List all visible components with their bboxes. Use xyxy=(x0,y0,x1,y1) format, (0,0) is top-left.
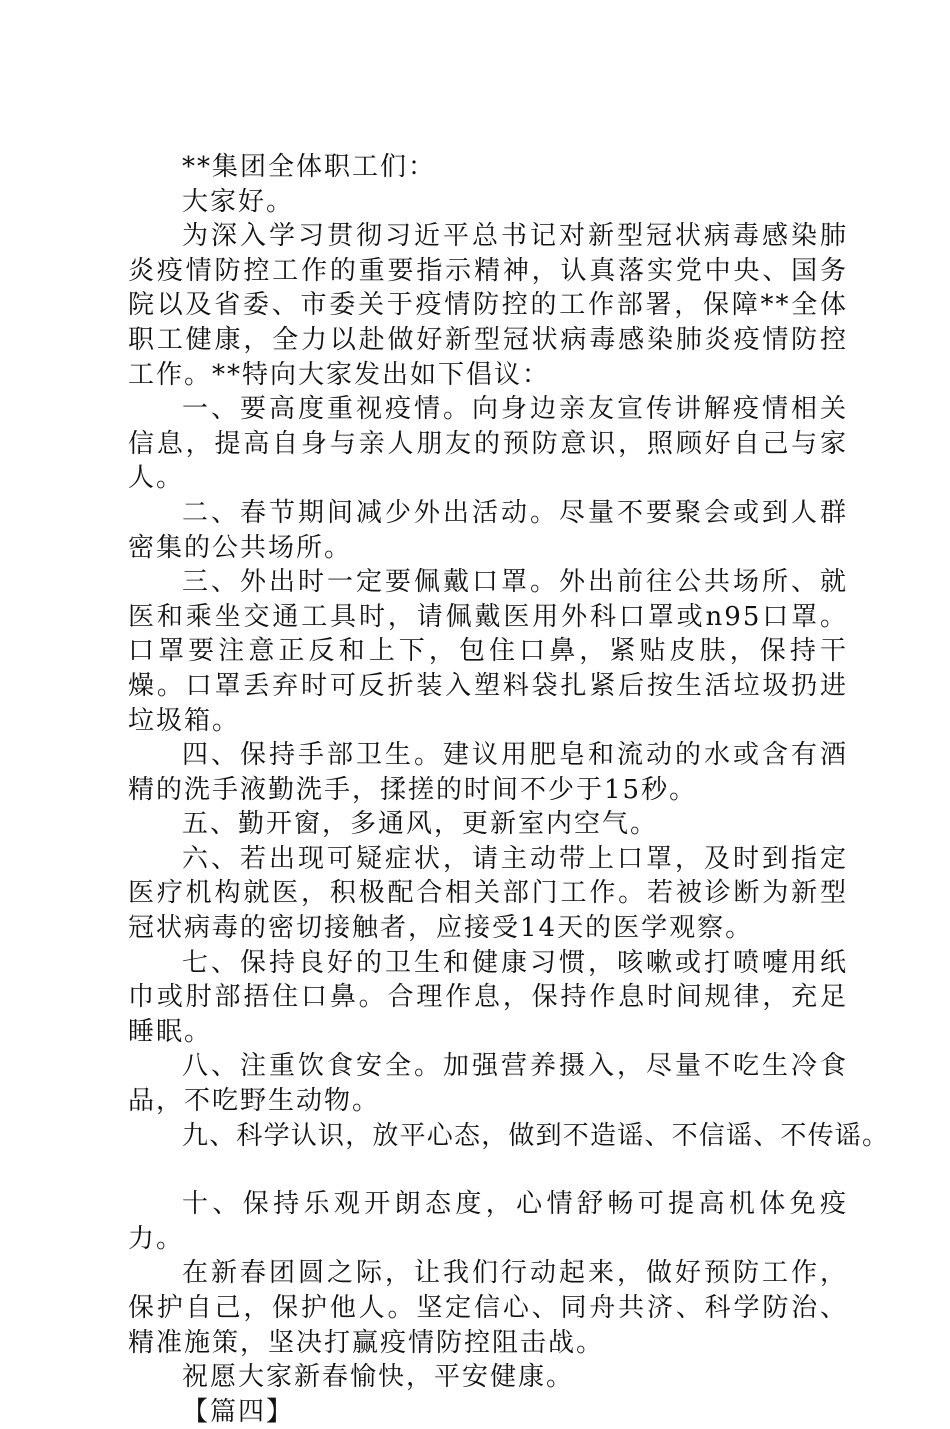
proposal-item-5: 五、勤开窗，多通风，更新室内空气。 xyxy=(182,809,659,840)
proposal-item-4: 四、保持手部卫生。建议用肥皂和流动的水或含有酒精的洗手液勤洗手，揉搓的时间不少于15秒。 xyxy=(128,740,848,805)
proposal-item-3: 三、外出时一定要佩戴口罩。外出前往公共场所、就医和乘坐交通工具时，请佩戴医用外科口罩或n95口罩。口罩要注意正反和上下，包住口鼻，紧贴皮肤，保持干燥。口罩丢弃时可反折装入塑料袋扎紧后按生活垃圾扔进垃圾箱。 xyxy=(128,567,848,736)
proposal-item-8: 八、注重饮食安全。加强营养摄入，尽量不吃生冷食品，不吃野生动物。 xyxy=(128,1051,848,1117)
document-body xyxy=(128,150,890,1429)
proposal-item-1: 一、要高度重视疫情。向身边亲友宣传讲解疫情相关信息，提高自身与亲人朋友的预防意识，照顾好自己与家人。 xyxy=(128,394,848,494)
proposal-item-10: 十、保持乐观开朗态度，心情舒畅可提高机体免疫力。 xyxy=(128,1189,848,1254)
intro-paragraph: 为深入学习贯彻习近平总书记对新型冠状病毒感染肺炎疫情防控工作的重要指示精神，认真落实党中央、国务院以及省委、市委关于疫情防控的工作部署，保障**全体职工健康，全力以赴做好新型冠状病毒感染肺炎疫情防控工作。**特向大家发出如下倡议： xyxy=(128,221,848,390)
greeting: 大家好。 xyxy=(182,186,295,217)
proposal-item-6: 六、若出现可疑症状，请主动带上口罩，及时到指定医疗机构就医，积极配合相关部门工作。若被诊断为新型冠状病毒的密切接触者，应接受14天的医学观察。 xyxy=(128,843,848,944)
salutation: **集团全体职工们： xyxy=(182,152,437,182)
proposal-item-2: 二、春节期间减少外出活动。尽量不要聚会或到人群密集的公共场所。 xyxy=(128,497,848,563)
closing-paragraph: 在新春团圆之际，让我们行动起来，做好预防工作，保护自己，保护他人。坚定信心、同舟共济、科学防治、精准施策，坚决打赢疫情防控阻击战。 xyxy=(128,1258,848,1358)
proposal-item-9: 九、科学认识，放平心态，做到不造谣、不信谣、不传谣。 xyxy=(182,1120,890,1151)
proposal-item-7: 七、保持良好的卫生和健康习惯，咳嗽或打喷嚏用纸巾或肘部捂住口鼻。合理作息，保持作息时间规律，充足睡眠。 xyxy=(128,947,848,1047)
wishes-line: 祝愿大家新春愉快，平安健康。 xyxy=(182,1362,575,1393)
section-heading: 【篇四】 xyxy=(182,1396,295,1427)
